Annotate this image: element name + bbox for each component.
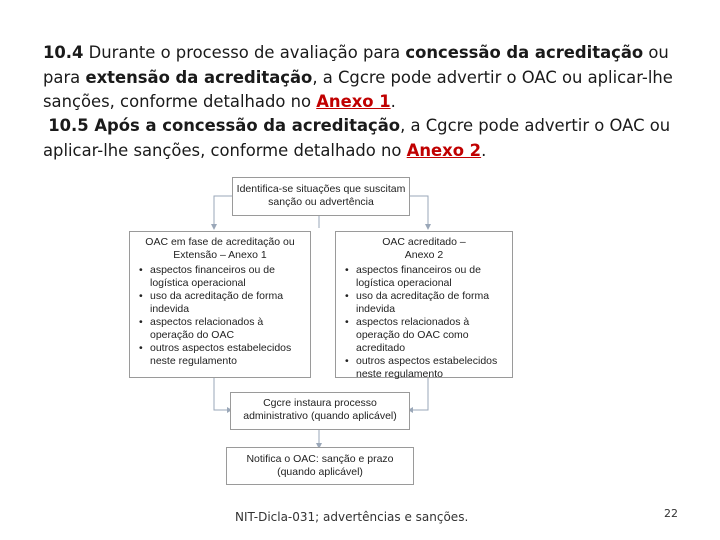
annex-2-link: Anexo 2: [406, 140, 482, 160]
list-item: • aspectos financeiros ou de logística operacional: [356, 264, 506, 290]
process-box: Cgcre instaura processo administrativo (quando aplicável): [230, 392, 410, 430]
list-item: • aspectos relacionados à operação do OAC como acreditado: [356, 316, 506, 355]
list-item: • aspectos relacionados à operação do OAC: [150, 316, 304, 342]
list-item: • outros aspectos estabelecidos neste regulamento: [150, 342, 304, 368]
notify-box: Notifica o OAC: sanção e prazo (quando aplicável): [226, 447, 414, 485]
clause-number: 10.4: [43, 43, 84, 62]
start-box: Identifica-se situações que suscitam sanção ou advertência: [232, 177, 410, 216]
paragraph-10-4: 10.4 Durante o processo de avaliação para concessão da acreditação ou para extensão da acreditação, a Cgcre pode advertir o OAC ou aplicar-lhe sanções, conforme detalhado no Anexo 1.: [43, 43, 673, 111]
list-item: • outros aspectos estabelecidos neste regulamento: [356, 355, 506, 381]
annex-1-link: Anexo 1: [316, 92, 391, 111]
list-item: • uso da acreditação de forma indevida: [150, 290, 304, 316]
annex-2-list: [342, 264, 506, 381]
list-item: • uso da acreditação de forma indevida: [356, 290, 506, 316]
annex-1-title: OAC em fase de acreditação ou Extensão – Anexo 1: [145, 236, 295, 261]
annex-2-title: OAC acreditado – Anexo 2: [382, 236, 466, 261]
page-number: 22: [664, 507, 678, 520]
list-item: • aspectos financeiros ou de logística operacional: [150, 264, 304, 290]
paragraph-10-5: 10.5 Após a concessão da acreditação, a Cgcre pode advertir o OAC ou aplicar-lhe sanções, conforme detalhado no Anexo 2.: [43, 116, 671, 160]
annex-2-box: [335, 231, 513, 378]
footer-text: NIT-Dicla-031; advertências e sanções.: [235, 510, 469, 524]
annex-1-list: [136, 264, 304, 368]
annex-1-box: [129, 231, 311, 378]
